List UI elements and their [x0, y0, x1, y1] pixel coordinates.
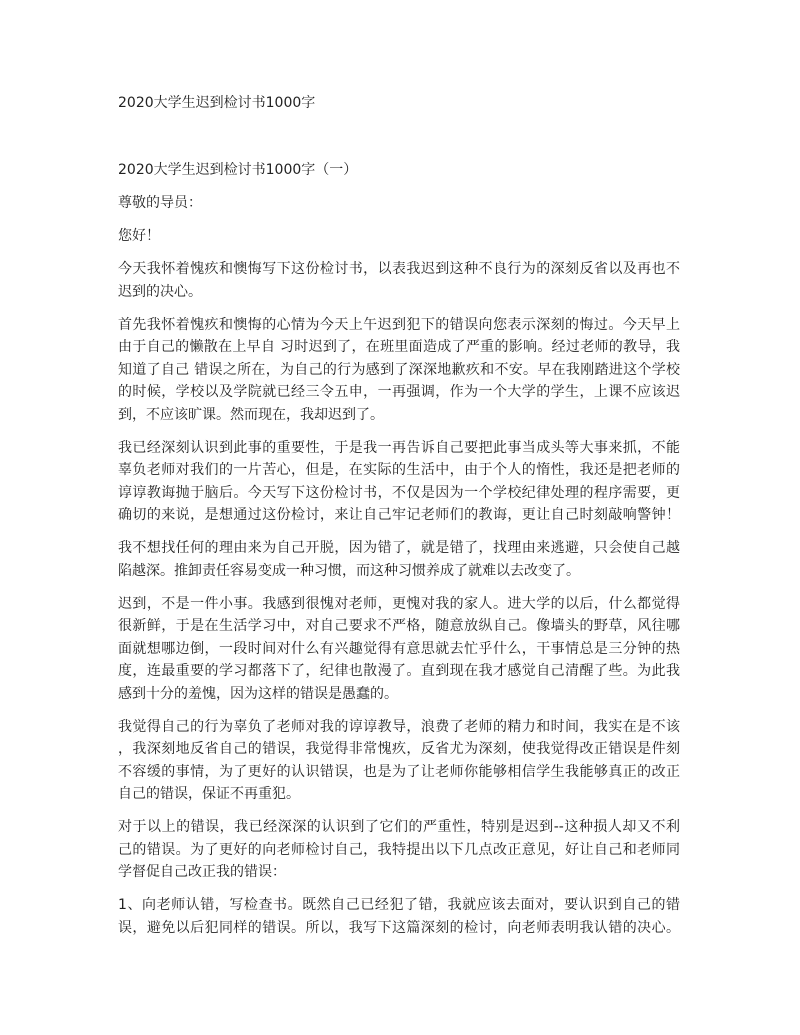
salutation: 尊敬的导员：	[118, 195, 202, 211]
paragraph-line: 度，连最重要的学习都落下了，纪律也散漫了。直到现在我才感觉自己清醒了些。为此我	[118, 663, 680, 679]
paragraph-line: 自己的错误，保证不再重犯。	[118, 786, 300, 802]
body-paragraph	[118, 894, 680, 939]
paragraph-line: 面就想哪边倒，一段时间对什么有兴趣觉得有意思就去忙乎什么，干事情总是三分钟的热	[118, 640, 680, 657]
body-paragraph	[118, 437, 680, 527]
paragraph-line: 我不想找任何的理由来为自己开脱，因为错了，就是错了，找理由来逃避，只会使自己越	[118, 540, 680, 556]
paragraph-line: 辜负老师对我们的一片苦心，但是，在实际的生活中，由于个人的惰性，我还是把老师的	[118, 462, 680, 478]
paragraph-line: 首先我怀着愧疚和懊悔的心情为今天上午迟到犯下的错误向您表示深刻的悔过。今天早上	[118, 316, 680, 333]
paragraph-line: 1、向老师认错，写检查书。既然自己已经犯了错，我就应该去面对，要认识到自己的错	[118, 897, 680, 913]
body-paragraph	[118, 816, 680, 884]
paragraph-line: 不容缓的事情，为了更好的认识错误，也是为了让老师你能够相信学生我能够真正的改正	[118, 763, 680, 780]
paragraph-line: 迟到的决心。	[118, 283, 202, 300]
paragraph-line: 感到十分的羞愧，因为这样的错误是愚蠢的。	[118, 685, 398, 702]
paragraph-line: 学督促自己改正我的错误：	[118, 864, 286, 880]
paragraph-line: 由于自己的懒散在上早自 习时迟到了，在班里面造成了严重的影响。经过老师的教导，我	[118, 339, 680, 355]
body-paragraph	[118, 258, 680, 303]
paragraph-line: 确切的来说，是想通过这份检讨，来让自己牢记老师们的教诲，更让自己时刻敲响警钟！	[118, 507, 680, 523]
greeting: 您好！	[118, 228, 160, 244]
paragraph-line: 陷越深。推卸责任容易变成一种习惯，而这种习惯养成了就难以去改变了。	[118, 562, 580, 579]
section-heading: 2020大学生迟到检讨书1000字（一）	[118, 162, 358, 178]
paragraph-line: 的时候，学校以及学院就已经三令五申，一再强调，作为一个大学的学生，上课不应该迟	[118, 384, 680, 400]
body-paragraph	[118, 537, 680, 582]
paragraph-line: 今天我怀着愧疚和懊悔写下这份检讨书，以表我迟到这种不良行为的深刻反省以及再也不	[118, 261, 680, 277]
body-paragraph	[118, 716, 680, 806]
document-page	[118, 92, 680, 950]
paragraph-line: 知道了自己 错误之所在，为自己的行为感到了深深地歉疚和不安。早在我刚踏进这个学校	[118, 361, 680, 378]
paragraph-line: 谆谆教诲抛于脑后。今天写下这份检讨书，不仅是因为一个学校纪律处理的程序需要，更	[118, 484, 680, 501]
paragraph-line: 到，不应该旷课。然而现在，我却迟到了。	[118, 406, 384, 423]
paragraph-line: 误，避免以后犯同样的错误。所以，我写下这篇深刻的检讨，向老师表明我认错的决心。	[118, 919, 680, 936]
body-paragraph	[118, 314, 680, 427]
paragraph-line: 很新鲜，于是在生活学习中，对自己要求不严格，随意放纵自己。像墙头的野草，风往哪	[118, 618, 680, 634]
paragraph-line: 对于以上的错误，我已经深深的认识到了它们的严重性，特别是迟到--这种损人却又不利	[118, 819, 680, 835]
paragraph-line: 己的错误。为了更好的向老师检讨自己，我特提出以下几点改正意见，好让自己和老师同	[118, 841, 680, 858]
document-title: 2020大学生迟到检讨书1000字	[118, 95, 316, 111]
body-paragraph	[118, 593, 680, 706]
paragraph-line: 迟到，不是一件小事。我感到很愧对老师，更愧对我的家人。进大学的以后，什么都觉得	[118, 595, 680, 612]
paragraph-line: 我觉得自己的行为辜负了老师对我的谆谆教导，浪费了老师的精力和时间，我实在是不该	[118, 718, 680, 735]
paragraph-line: ，我深刻地反省自己的错误，我觉得非常愧疚，反省尤为深刻，使我觉得改正错误是件刻	[118, 741, 680, 757]
paragraph-line: 我已经深刻认识到此事的重要性，于是我一再告诉自己要把此事当成头等大事来抓，不能	[118, 439, 680, 456]
